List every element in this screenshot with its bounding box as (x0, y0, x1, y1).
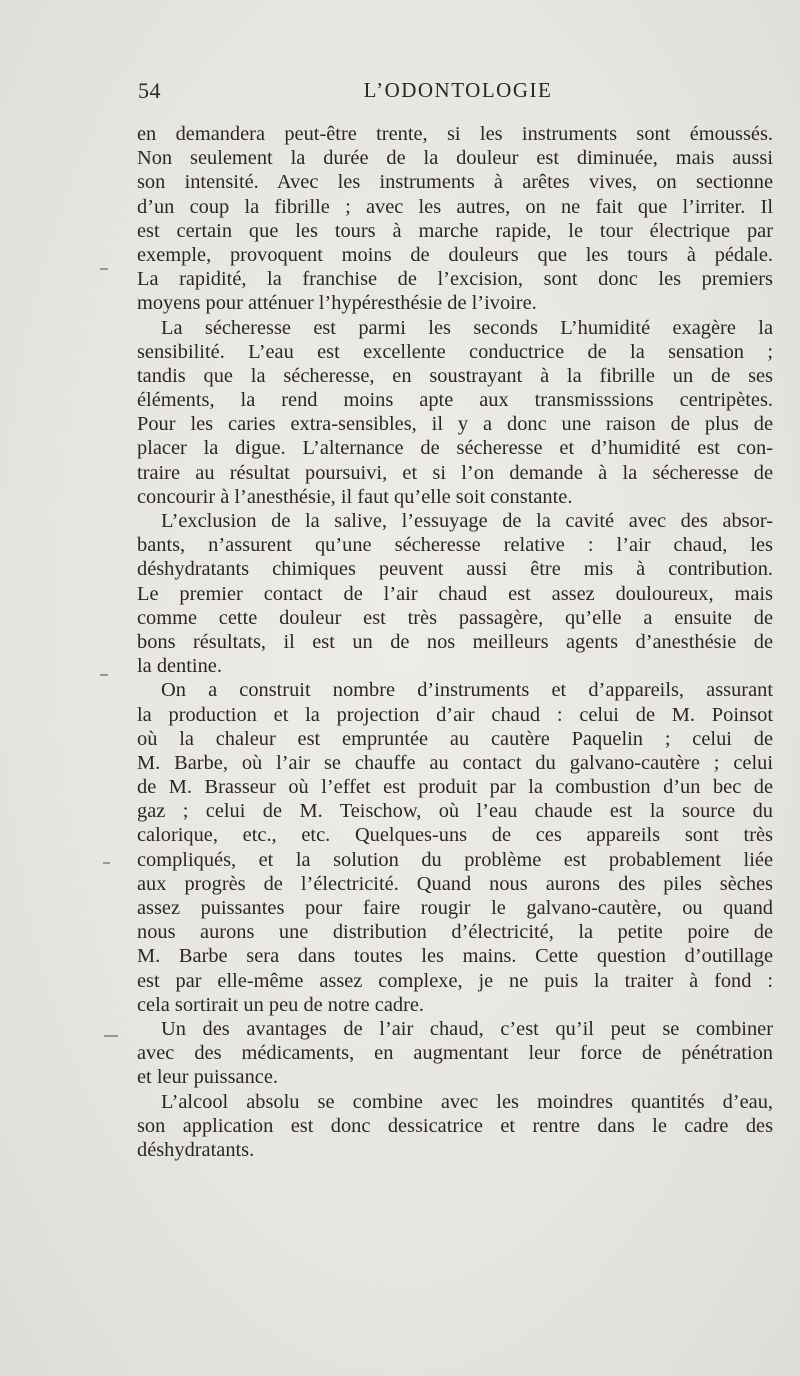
text-line: concourir à l’anesthésie, il faut qu’elle soit constante. (137, 485, 573, 508)
paragraph-first-line: La sécheresse est parmi les seconds L’humidité exagère la (161, 316, 773, 339)
text-line: nous aurons une distribution d’électricité, la petite poire de (137, 921, 773, 944)
text-line: avec des médicaments, en augmentant leur force de pénétration (137, 1042, 773, 1065)
margin-mark (104, 1035, 118, 1037)
text-line: Pour les caries extra-sensibles, il y a donc une raison de plus de (137, 413, 773, 436)
text-line: assez puissantes pour faire rougir le galvano-cautère, ou quand (137, 897, 773, 919)
text-line: d’un coup la fibrille ; avec les autres, on ne fait que l’irriter. Il (137, 195, 773, 218)
text-line: M. Barbe sera dans toutes les mains. Cette question d’outillage (137, 945, 773, 968)
paragraph-first-line: Un des avantages de l’air chaud, c’est qu’il peut se combiner (161, 1017, 773, 1040)
text-line: son application est donc dessicatrice et rentre dans le cadre des (137, 1114, 773, 1137)
text-line: déshydratants chimiques peuvent aussi être mis à contribution. (137, 558, 773, 581)
text-line: M. Barbe, où l’air se chauffe au contact du galvano-cautère ; celui (137, 751, 773, 774)
text-line: déshydratants. (137, 1138, 255, 1161)
text-line: traire au résultat poursuivi, et si l’on demande à la sécheresse de (137, 461, 773, 484)
text-line: compliqués, et la solution du problème est probablement liée (137, 848, 773, 871)
text-line: calorique, etc., etc. Quelques-uns de ces appareils sont très (137, 824, 773, 847)
text-line: aux progrès de l’électricité. Quand nous aurons des piles sèches (137, 872, 773, 895)
text-line: bons résultats, il est un de nos meilleurs agents d’anesthésie de (137, 630, 773, 653)
text-line: La rapidité, la franchise de l’excision, sont donc les premiers (137, 268, 773, 291)
text-line: en demandera peut-être trente, si les instruments sont émoussés. (137, 123, 773, 145)
paragraph-first-line: On a construit nombre d’instruments et d’appareils, assurant (161, 679, 773, 702)
text-line: placer la digue. L’alternance de sécheresse et d’humidité est con- (137, 437, 773, 460)
text-line: la production et la projection d’air chaud : celui de M. Poinsot (137, 703, 773, 726)
page-header (138, 78, 770, 112)
text-line: de M. Brasseur où l’effet est produit par la combustion d’un bec de (137, 776, 773, 799)
paragraph-first-line: L’alcool absolu se combine avec les moindres quantités d’eau, (161, 1090, 773, 1113)
text-line: et leur puissance. (137, 1066, 278, 1089)
margin-mark (100, 268, 108, 270)
text-line: moyens pour atténuer l’hypéresthésie de l’ivoire. (137, 292, 537, 315)
text-line: son intensité. Avec les instruments à arêtes vives, on sectionne (137, 171, 773, 194)
margin-mark (103, 862, 110, 864)
text-line: exemple, provoquent moins de douleurs que les tours à pédale. (137, 243, 773, 266)
text-line: éléments, la rend moins apte aux transmisssions centripètes. (137, 389, 773, 412)
text-line: tandis que la sécheresse, en soustrayant à la fibrille un de ses (137, 364, 773, 387)
text-line: cela sortirait un peu de notre cadre. (137, 993, 425, 1016)
page-number: 54 (138, 78, 161, 103)
text-line: gaz ; celui de M. Teischow, où l’eau chaude est la source du (137, 800, 773, 823)
text-line: bants, n’assurent qu’une sécheresse relative : l’air chaud, les (137, 534, 773, 557)
text-line: est certain que les tours à marche rapide, le tour électrique par (137, 219, 773, 242)
margin-mark (100, 674, 108, 676)
text-line: la dentine. (137, 655, 222, 678)
text-line: Le premier contact de l’air chaud est assez douloureux, mais (137, 582, 773, 605)
running-title: L’ODONTOLOGIE (363, 78, 553, 102)
text-line: sensibilité. L’eau est excellente conductrice de la sensation ; (137, 340, 773, 363)
text-line: comme cette douleur est très passagère, qu’elle a ensuite de (137, 606, 773, 629)
text-line: où la chaleur est empruntée au cautère Paquelin ; celui de (137, 727, 773, 750)
text-line: est par elle-même assez complexe, je ne puis la traiter à fond : (137, 969, 773, 992)
text-line: Non seulement la durée de la douleur est diminuée, mais aussi (137, 147, 773, 170)
paragraph-first-line: L’exclusion de la salive, l’essuyage de la cavité avec des absor- (161, 510, 773, 532)
body-text (137, 122, 773, 1162)
